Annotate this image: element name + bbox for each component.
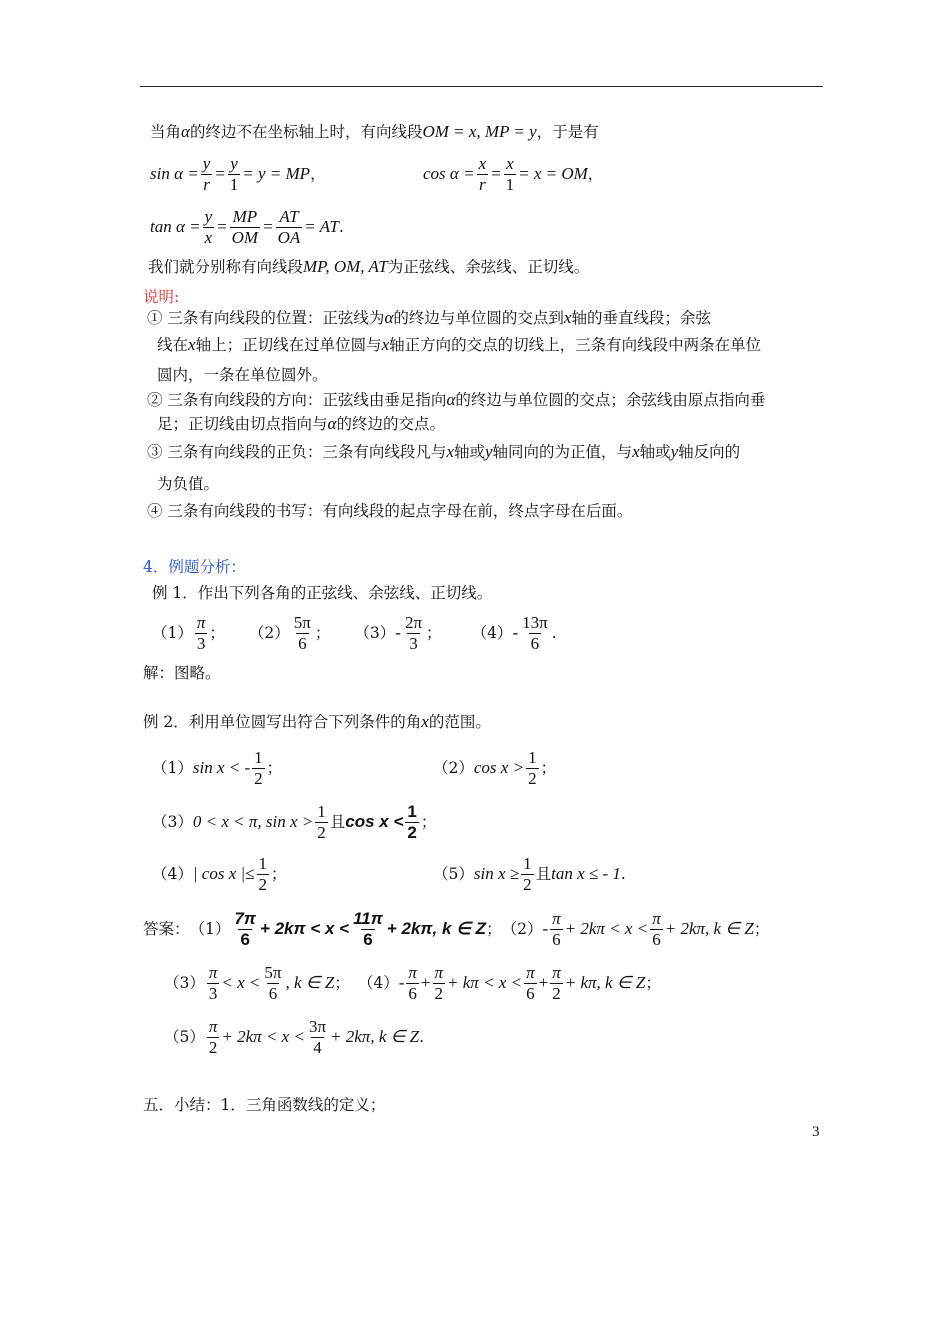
answers-line-3: （5） $\frac{\pi}{2}$ + 2kπ < x < $\frac{3\pi}{4}$ + 2kπ, k ∈ Z . — [164, 1016, 425, 1057]
note-4: ④ 三条有向线段的书写：有向线段的起点字母在前，终点字母在后面。 — [147, 502, 633, 520]
condition-5: （5） sin x ≥ $\frac{1}{2}$ 且 tan x ≤ - 1 . — [433, 853, 626, 894]
condition-1: （1） sin x < - $\frac{1}{2}$ ； — [152, 747, 283, 788]
header-rule — [140, 86, 823, 87]
naming-line: 我们就分别称有向线段MP, OM, AT为正弦线、余弦线、正切线。 — [148, 257, 590, 276]
note-3-line-2: 为负值。 — [157, 475, 220, 493]
sin-definition: sin α = $\frac{y}{r}$ = $\frac{y}{1}$ = y = MP ， — [150, 153, 326, 194]
answers-line-2: （3） $\frac{\pi}{3}$ < x < $\frac{5\pi}{6}$ , k ∈ Z ； （4） - $\frac{\pi}{6}$ + $\frac{\pi}{2}$ + kπ < x < $\frac{\pi}{6}$ + $\frac{\pi}{2}$ + kπ, k ∈ Z ； — [164, 962, 661, 1003]
example-1-prompt: 例 1．作出下列各角的正弦线、余弦线、正切线。 — [152, 584, 493, 602]
note-2-line-2: 足；正切线由切点指向与α的终边的交点。 — [157, 414, 445, 433]
note-1-line-3: 圆内，一条在单位圆外。 — [157, 366, 328, 384]
condition-2: （2） cos x > $\frac{1}{2}$ ； — [433, 747, 557, 788]
example-1-solution: 解：图略。 — [143, 664, 221, 682]
note-1-line-2: 线在x轴上；正切线在过单位圆与x轴正方向的交点的切线上，三条有向线段中两条在单位 — [157, 335, 762, 354]
tan-definition: tan α = $\frac{y}{x}$ = $\frac{MP}{OM}$ = $\frac{AT}{OA}$ = AT . — [150, 206, 344, 247]
note-3-line-1: ③ 三条有向线段的正负：三条有向线段凡与x轴或y轴同向的为正值，与x轴或y轴反向的 — [147, 442, 741, 461]
summary-line: 五．小结：1．三角函数线的定义； — [143, 1096, 386, 1114]
condition-3: （3） 0 < x < π, sin x > $\frac{1}{2}$ 且 cos x < $\frac{1}{2}$ ； — [152, 801, 437, 842]
intro-line-1: 当角α的终边不在坐标轴上时，有向线段OM = x, MP = y，于是有 — [150, 122, 599, 141]
example-1-angles: （1） $\frac{\pi}{3}$ ； （2） $\frac{5\pi}{6}$ ； （3） - $\frac{2\pi}{3}$ ； （4） - $\frac{13\pi}{6}$ . — [152, 612, 557, 653]
page-number: 3 — [812, 1124, 820, 1140]
answers-line-1: 答案： （1） $\frac{7\pi}{6}$ + 2kπ < x < $\frac{11\pi}{6}$ + 2kπ, k ∈ Z ； （2） - $\frac{\pi}{6}$ + 2kπ < x < $\frac{\pi}{6}$ + 2kπ, k ∈ Z ； — [143, 908, 770, 949]
cos-definition: cos α = $\frac{x}{r}$ = $\frac{x}{1}$ = x = OM ， — [423, 153, 604, 194]
condition-4: （4） | cos x |≤ $\frac{1}{2}$ ； — [152, 853, 287, 894]
examples-heading: 4．例题分析： — [143, 558, 246, 576]
note-1-line-1: ① 三条有向线段的位置：正弦线为α的终边与单位圆的交点到x轴的垂直线段；余弦 — [147, 308, 711, 327]
notes-heading: 说明: — [143, 288, 180, 306]
note-2-line-1: ② 三条有向线段的方向：正弦线由垂足指向α的终边与单位圆的交点；余弦线由原点指向垂 — [147, 390, 766, 409]
example-2-prompt: 例 2．利用单位圆写出符合下列条件的角x的范围。 — [143, 712, 491, 731]
